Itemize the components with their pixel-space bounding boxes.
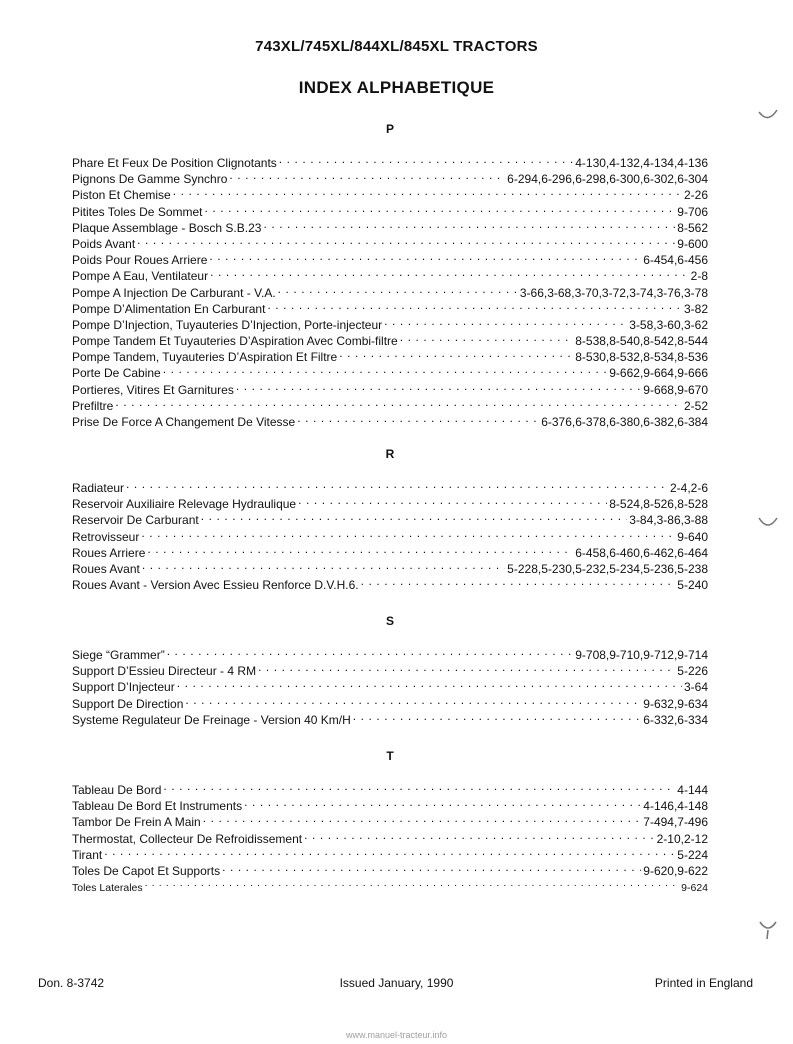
entry-pages: 3-58,3-60,3-62 (629, 317, 708, 332)
index-entry (72, 778, 708, 797)
dot-leader (147, 541, 573, 557)
entry-name: Roues Arriere (72, 545, 146, 560)
binder-hole-icon (757, 508, 779, 530)
entry-pages: 6-458,6-460,6-462,6-464 (575, 545, 708, 560)
section-letter: T (386, 749, 394, 763)
dot-leader (209, 248, 641, 264)
binder-hole-icon (757, 100, 779, 122)
entry-name: Tambor De Frein A Main (72, 815, 201, 830)
index-entry (72, 659, 708, 679)
entry-name: Siege “Grammer” (72, 648, 165, 662)
entry-name: Pignons De Gamme Synchro (72, 172, 228, 187)
entry-pages: 2-10,2-12 (656, 831, 708, 846)
entry-name: Toles Laterales (72, 882, 143, 895)
index-entry (72, 794, 708, 814)
dot-leader (177, 675, 682, 691)
entry-pages: 5-228,5-230,5-232,5-234,5-236,5-238 (507, 561, 708, 576)
section-t (72, 748, 708, 895)
dot-leader (222, 859, 641, 875)
index-entry (72, 248, 708, 268)
entry-name: Retrovisseur (72, 529, 140, 544)
dot-leader (297, 410, 539, 426)
entry-name: Support De Direction (72, 696, 184, 711)
index-entry (72, 232, 708, 251)
dot-leader (115, 394, 682, 410)
section-r (72, 446, 708, 593)
entry-name: Piston Et Chemise (72, 188, 171, 203)
dot-leader (203, 810, 642, 826)
entry-name: Pompe A Eau, Ventilateur (72, 269, 209, 284)
entry-pages: 9-600 (677, 236, 708, 251)
dot-leader (263, 216, 675, 232)
footer-doc-number: Don. 8-3742 (38, 976, 105, 990)
entry-pages: 6-376,6-378,6-380,6-382,6-384 (541, 415, 708, 429)
dot-leader (278, 281, 518, 297)
section-p (72, 121, 708, 429)
entry-name: Systeme Regulateur De Freinage - Version 40 Km/H (72, 712, 351, 727)
dot-leader (229, 167, 505, 183)
dot-leader (163, 778, 675, 794)
entry-pages: 9-620,9-622 (643, 863, 708, 878)
index-entry (72, 492, 708, 512)
watermark: www.manuel-tracteur.info (345, 1030, 447, 1040)
entry-pages: 4-144 (677, 783, 708, 797)
entry-pages: 8-530,8-532,8-534,8-536 (575, 350, 708, 365)
entries-list (72, 643, 708, 727)
entry-pages: 3-66,3-68,3-70,3-72,3-74,3-76,3-78 (519, 285, 708, 300)
entry-name: Thermostat, Collecteur De Refroidissement (72, 831, 303, 846)
dot-leader (142, 557, 505, 573)
entry-name: Radiateur (72, 481, 125, 495)
entry-pages: 4-130,4-132,4-134,4-136 (575, 156, 708, 170)
entry-name: Pompe Tandem Et Tuyauteries D’Aspiration Avec Combi-filtre (72, 334, 398, 349)
index-entry (72, 875, 708, 895)
index-entry (72, 476, 708, 495)
dot-leader (304, 827, 655, 843)
entry-name: Poids Avant (72, 236, 136, 251)
entry-name: Tableau De Bord (72, 783, 162, 797)
entry-name: Portieres, Vitires Et Garnitures (72, 382, 234, 397)
dot-leader (353, 708, 641, 724)
entry-name: Pitites Toles De Sommet (72, 204, 203, 219)
entry-name: Poids Pour Roues Arriere (72, 253, 208, 268)
entry-name: Prefiltre (72, 398, 114, 413)
section-letter: R (385, 447, 395, 461)
index-entry (72, 151, 708, 170)
entry-pages: 5-226 (677, 664, 708, 679)
dot-leader (384, 313, 627, 329)
entry-pages: 3-84,3-86,3-88 (629, 513, 708, 528)
entry-name: Support D’Essieu Directeur - 4 RM (72, 664, 257, 679)
entry-name: Toles De Capot Et Supports (72, 863, 221, 878)
entry-pages: 9-624 (681, 882, 708, 895)
entry-pages: 2-26 (683, 188, 708, 203)
index-title: INDEX ALPHABETIQUE (298, 78, 495, 97)
index-entry (72, 525, 708, 544)
entry-pages: 2-52 (683, 398, 708, 413)
entry-pages: 4-146,4-148 (643, 799, 708, 814)
entries-list (72, 778, 708, 895)
entry-name: Roues Avant (72, 561, 140, 576)
dot-leader (210, 264, 689, 280)
dot-leader (185, 692, 641, 708)
entry-pages: 9-632,9-634 (643, 696, 708, 711)
entry-name: Reservoir Auxiliaire Relevage Hydraulique (72, 497, 297, 512)
index-entry (72, 573, 708, 593)
entry-pages: 9-708,9-710,9-712,9-714 (575, 648, 708, 662)
entry-pages: 2-4,2-6 (669, 481, 708, 495)
entry-pages: 8-538,8-540,8-542,8-544 (575, 334, 708, 349)
index-entry (72, 410, 708, 429)
entry-name: Tableau De Bord Et Instruments (72, 799, 243, 814)
index-entry (72, 643, 708, 662)
entry-pages: 3-64 (683, 680, 708, 695)
entry-pages: 9-662,9-664,9-666 (609, 366, 708, 381)
dot-leader (167, 643, 574, 659)
entry-pages: 9-640 (677, 529, 708, 544)
index-entry (72, 394, 708, 413)
entry-pages: 9-706 (677, 204, 708, 219)
entry-name: Pompe D’Injection, Tuyauteries D’Injection, Porte-injecteur (72, 317, 383, 332)
dot-leader (361, 573, 676, 589)
entry-name: Porte De Cabine (72, 366, 161, 381)
entry-name: Roues Avant - Version Avec Essieu Renforce D.V.H.6. (72, 578, 359, 593)
dot-leader (236, 378, 641, 394)
entry-pages: 2-8 (690, 269, 708, 284)
dot-leader (400, 329, 574, 345)
dot-leader (267, 297, 682, 313)
entry-name: Pompe D’Alimentation En Carburant (72, 301, 266, 316)
index-entry (72, 859, 708, 878)
header-title: 743XL/745XL/844XL/845XL TRACTORS (255, 38, 538, 55)
dot-leader (339, 345, 573, 361)
section-s (72, 613, 708, 727)
index-entry (72, 378, 708, 397)
entry-pages: 7-494,7-496 (643, 815, 708, 830)
entries-list (72, 476, 708, 593)
entry-pages: 8-524,8-526,8-528 (609, 497, 708, 512)
index-entry (72, 843, 708, 862)
entry-pages: 5-224 (677, 847, 708, 862)
dot-leader (173, 183, 682, 199)
section-letter: P (385, 122, 394, 136)
entries-list (72, 151, 708, 429)
entry-name: Prise De Force A Changement De Vitesse (72, 415, 296, 429)
dot-leader (104, 843, 675, 859)
dot-leader (205, 200, 676, 216)
dot-leader (141, 525, 675, 541)
entry-name: Pompe Tandem, Tuyauteries D’Aspiration Et Filtre (72, 350, 338, 365)
entry-pages: 6-332,6-334 (643, 712, 708, 727)
entry-name: Support D’Injecteur (72, 680, 175, 695)
entry-pages: 6-454,6-456 (643, 253, 708, 268)
entry-pages: 5-240 (677, 578, 708, 593)
binder-hole-icon (757, 918, 779, 940)
entry-pages: 6-294,6-296,6-298,6-300,6-302,6-304 (507, 172, 708, 187)
entry-pages: 9-668,9-670 (643, 382, 708, 397)
dot-leader (145, 875, 680, 891)
entry-pages: 3-82 (683, 301, 708, 316)
footer-issued: Issued January, 1990 (339, 976, 454, 990)
entry-name: Reservoir De Carburant (72, 513, 199, 528)
entry-name: Plaque Assemblage - Bosch S.B.23 (72, 220, 262, 235)
dot-leader (279, 151, 573, 167)
entry-pages: 8-562 (677, 220, 708, 235)
dot-leader (298, 492, 607, 508)
footer-printed: Printed in England (654, 976, 753, 990)
dot-leader (163, 361, 608, 377)
section-letter: S (385, 614, 394, 628)
dot-leader (244, 794, 641, 810)
dot-leader (201, 508, 628, 524)
dot-leader (137, 232, 675, 248)
dot-leader (126, 476, 668, 492)
entry-name: Phare Et Feux De Position Clignotants (72, 156, 277, 170)
entry-name: Tirant (72, 847, 103, 862)
dot-leader (258, 659, 675, 675)
index-entry (72, 541, 708, 560)
entry-name: Pompe A Injection De Carburant - V.A. (72, 285, 276, 300)
